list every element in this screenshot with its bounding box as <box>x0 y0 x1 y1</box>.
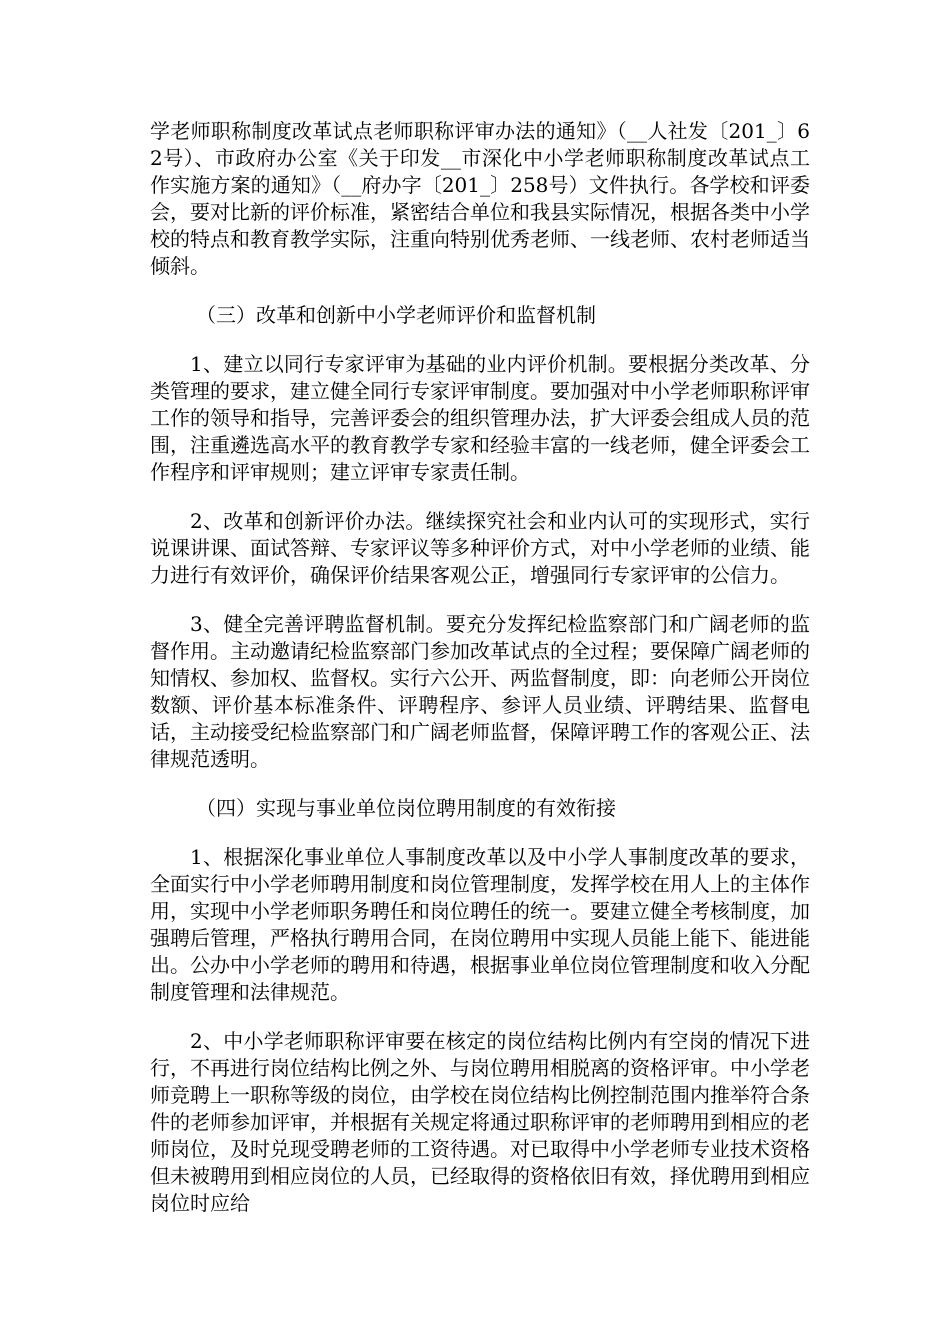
paragraph-3-3: 3、健全完善评聘监督机制。要充分发挥纪检监察部门和广阔老师的监督作用。主动邀请纪检监察部门参加改革试点的全过程；要保障广阔老师的知情权、参加权、监督权。实行六公开、两监督制度，即：向老师公开岗位数额、评价基本标准条件、评聘程序、参评人员业绩、评聘结果、监督电话，主动接受纪检监察部门和广阔老师监督，保障评聘工作的客观公正、法律规范透明。 <box>150 612 810 771</box>
paragraph-4-2: 2、中小学老师职称评审要在核定的岗位结构比例内有空岗的情况下进行，不再进行岗位结构比例之外、与岗位聘用相脱离的资格评审。中小学老师竞聘上一职称等级的岗位，由学校在岗位结构比例控制范围内推举符合条件的老师参加评审，并根据有关规定将通过职称评审的老师聘用到相应的老师岗位，及时兑现受聘老师的工资待遇。对已取得中小学老师专业技术资格但未被聘用到相应岗位的人员，已经取得的资格依旧有效，择优聘用到相应岗位时应给 <box>150 1029 810 1215</box>
paragraph-continuation: 学老师职称制度改革试点老师职称评审办法的通知》（__人社发〔201_〕62号）、市政府办公室《关于印发__市深化中小学老师职称制度改革试点工作实施方案的通知》（__府办字〔201_〕258号）文件执行。各学校和评委会，要对比新的评价标准，紧密结合单位和我县实际情况，根据各类中小学校的特点和教育教学实际，注重向特别优秀老师、一线老师、农村老师适当倾斜。 <box>150 119 810 278</box>
paragraph-3-1: 1、建立以同行专家评审为基础的业内评价机制。要根据分类改革、分类管理的要求，建立健全同行专家评审制度。要加强对中小学老师职称评审工作的领导和指导，完善评委会的组织管理办法，扩大评委会组成人员的范围，注重遴选高水平的教育教学专家和经验丰富的一线老师，健全评委会工作程序和评审规则；建立评审专家责任制。 <box>150 352 810 484</box>
document-body <box>150 118 810 1239</box>
section-heading-3: （三）改革和创新中小学老师评价和监督机制 <box>196 303 596 327</box>
section-heading-4: （四）实现与事业单位岗位聘用制度的有效衔接 <box>196 796 616 820</box>
paragraph-3-2: 2、改革和创新评价办法。继续探究社会和业内认可的实现形式，实行说课讲课、面试答辩、专家评议等多种评价方式，对中小学老师的业绩、能力进行有效评价，确保评价结果客观公正，增强同行专家评审的公信力。 <box>150 509 810 587</box>
paragraph-4-1: 1、根据深化事业单位人事制度改革以及中小学人事制度改革的要求，全面实行中小学老师聘用制度和岗位管理制度，发挥学校在用人上的主体作用，实现中小学老师职务聘任和岗位聘任的统一。要建立健全考核制度，加强聘后管理，严格执行聘用合同，在岗位聘用中实现人员能上能下、能进能出。公办中小学老师的聘用和待遇，根据事业单位岗位管理制度和收入分配制度管理和法律规范。 <box>150 845 810 1004</box>
